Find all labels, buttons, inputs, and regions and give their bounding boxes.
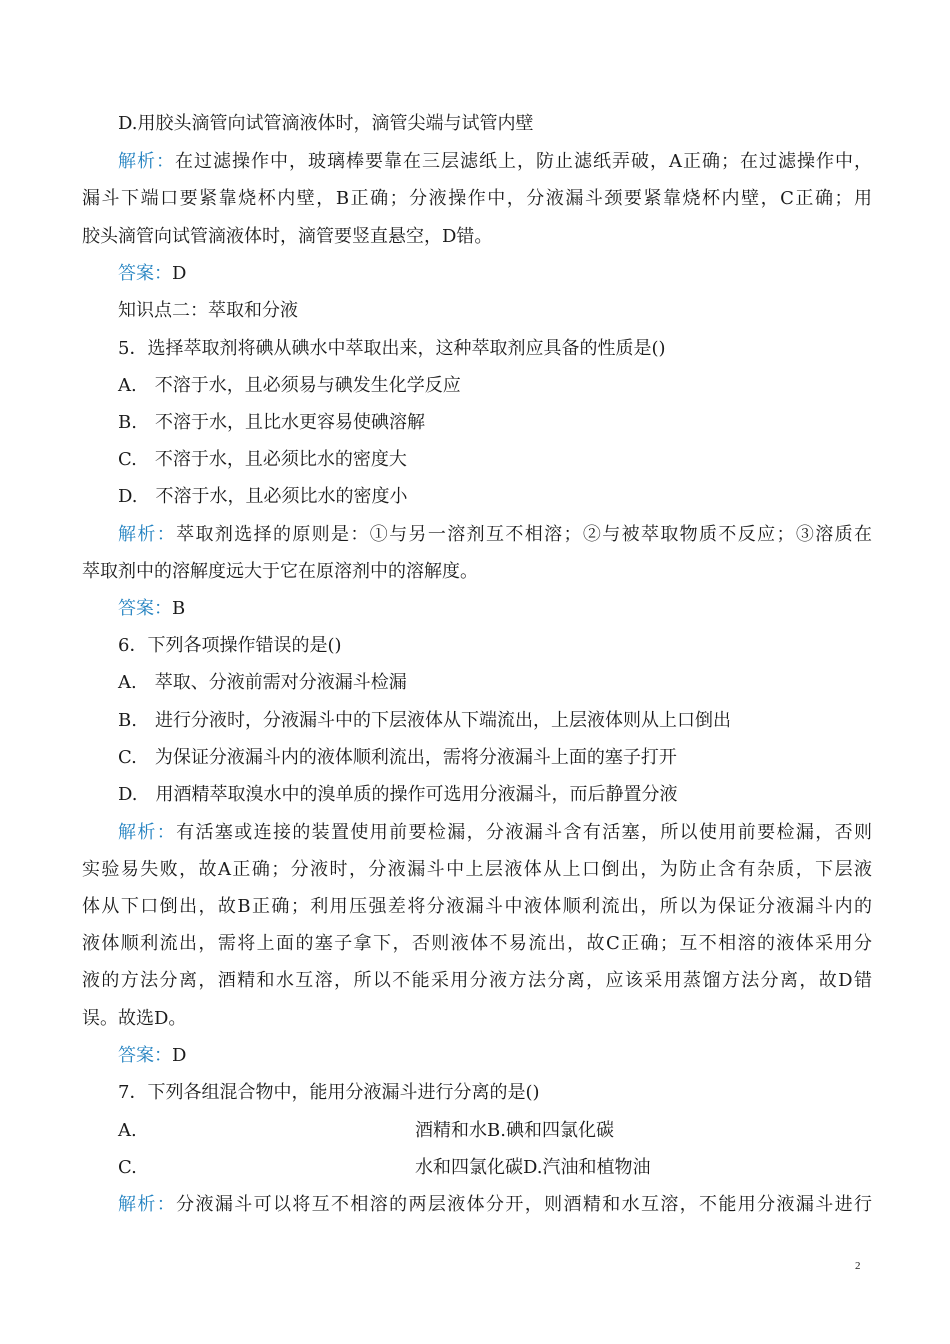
q5-answer [118, 596, 872, 622]
q6-option-a: A. 萃取、分液前需对分液漏斗检漏 [118, 672, 407, 693]
q5-option-d: D. 不溶于水，且必须比水的密度小 [118, 486, 408, 507]
analysis-label: 解析： [118, 524, 177, 545]
q4-analysis-line-3: 胶头滴管向试管滴液体时，滴管要竖直悬空，D错。 [82, 226, 493, 247]
q6-analysis-line-3: 体从下口倒出，故B正确；利用压强差将分液漏斗中液体顺利流出，所以为保证分液漏斗内的 [82, 896, 872, 917]
q6-option-c: C. 为保证分液漏斗内的液体顺利流出，需将分液漏斗上面的塞子打开 [118, 747, 677, 768]
analysis-label: 解析： [118, 822, 177, 843]
q7-option-a-text: 酒精和水B.碘和四氯化碳 [415, 1120, 614, 1141]
q6-analysis-line-5: 液的方法分离，酒精和水互溶，所以不能采用分液方法分离，应该采用蒸馏方法分离，故D错 [82, 970, 872, 991]
q7-option-c-text: 水和四氯化碳D.汽油和植物油 [415, 1157, 651, 1178]
q5-option-b: B. 不溶于水，且比水更容易使碘溶解 [118, 412, 425, 433]
q5-option-a: A. 不溶于水，且必须易与碘发生化学反应 [118, 375, 461, 396]
analysis-label: 解析： [118, 1194, 177, 1215]
q6-analysis-line-2: 实验易失败，故A正确；分液时，分液漏斗中上层液体从上口倒出，为防止含有杂质，下层液 [82, 859, 872, 880]
q5-option-c: C. 不溶于水，且必须比水的密度大 [118, 449, 407, 470]
q5-stem: 5．选择萃取剂将碘从碘水中萃取出来，这种萃取剂应具备的性质是() [118, 338, 666, 359]
q6-analysis-text-1: 有活塞或连接的装置使用前要检漏，分液漏斗含有活塞，所以使用前要检漏，否则 [176, 822, 872, 843]
answer-label: 答案： [118, 598, 172, 619]
q7-option-a-letter: A. [118, 1120, 137, 1141]
q7-stem: 7．下列各组混合物中，能用分液漏斗进行分离的是() [118, 1082, 540, 1103]
q7-option-c-letter: C. [118, 1157, 137, 1178]
q4-analysis-line-2: 漏斗下端口要紧靠烧杯内壁，B正确；分液操作中，分液漏斗颈要紧靠烧杯内壁，C正确；用 [82, 188, 872, 209]
q6-stem: 6．下列各项操作错误的是() [118, 635, 342, 656]
answer-value: D [172, 1045, 187, 1066]
q5-analysis-line-1 [118, 522, 872, 548]
q4-option-d: D.用胶头滴管向试管滴液体时，滴管尖端与试管内壁 [118, 113, 534, 134]
q7-analysis-line-1 [118, 1192, 872, 1218]
q5-analysis-line-2: 萃取剂中的溶解度远大于它在原溶剂中的溶解度。 [82, 561, 478, 582]
analysis-label: 解析： [118, 151, 175, 172]
q6-option-d: D. 用酒精萃取溴水中的溴单质的操作可选用分液漏斗，而后静置分液 [118, 784, 678, 805]
answer-label: 答案： [118, 1045, 172, 1066]
q4-answer [118, 261, 872, 287]
answer-value: D [172, 263, 187, 284]
q6-analysis-line-4: 液体顺利流出，需将上面的塞子拿下，否则液体不易流出，故C正确；互不相溶的液体采用分 [82, 933, 872, 954]
q6-analysis-line-6: 误。故选D。 [82, 1008, 187, 1029]
q7-analysis-text-1: 分液漏斗可以将互不相溶的两层液体分开，则酒精和水互溶，不能用分液漏斗进行 [176, 1194, 872, 1215]
section-title: 知识点二：萃取和分液 [118, 300, 298, 321]
page-number: 2 [855, 1260, 861, 1272]
q5-analysis-text-1: 萃取剂选择的原则是：①与另一溶剂互不相溶；②与被萃取物质不反应；③溶质在 [176, 524, 872, 545]
q6-analysis-line-1 [118, 820, 872, 846]
answer-label: 答案： [118, 263, 172, 284]
q4-analysis-line-1 [118, 149, 872, 175]
q6-answer [118, 1043, 872, 1069]
q6-option-b: B. 进行分液时，分液漏斗中的下层液体从下端流出，上层液体则从上口倒出 [118, 710, 731, 731]
answer-value: B [172, 598, 186, 619]
q4-analysis-text-1: 在过滤操作中，玻璃棒要靠在三层滤纸上，防止滤纸弄破，A正确；在过滤操作中， [175, 151, 872, 172]
